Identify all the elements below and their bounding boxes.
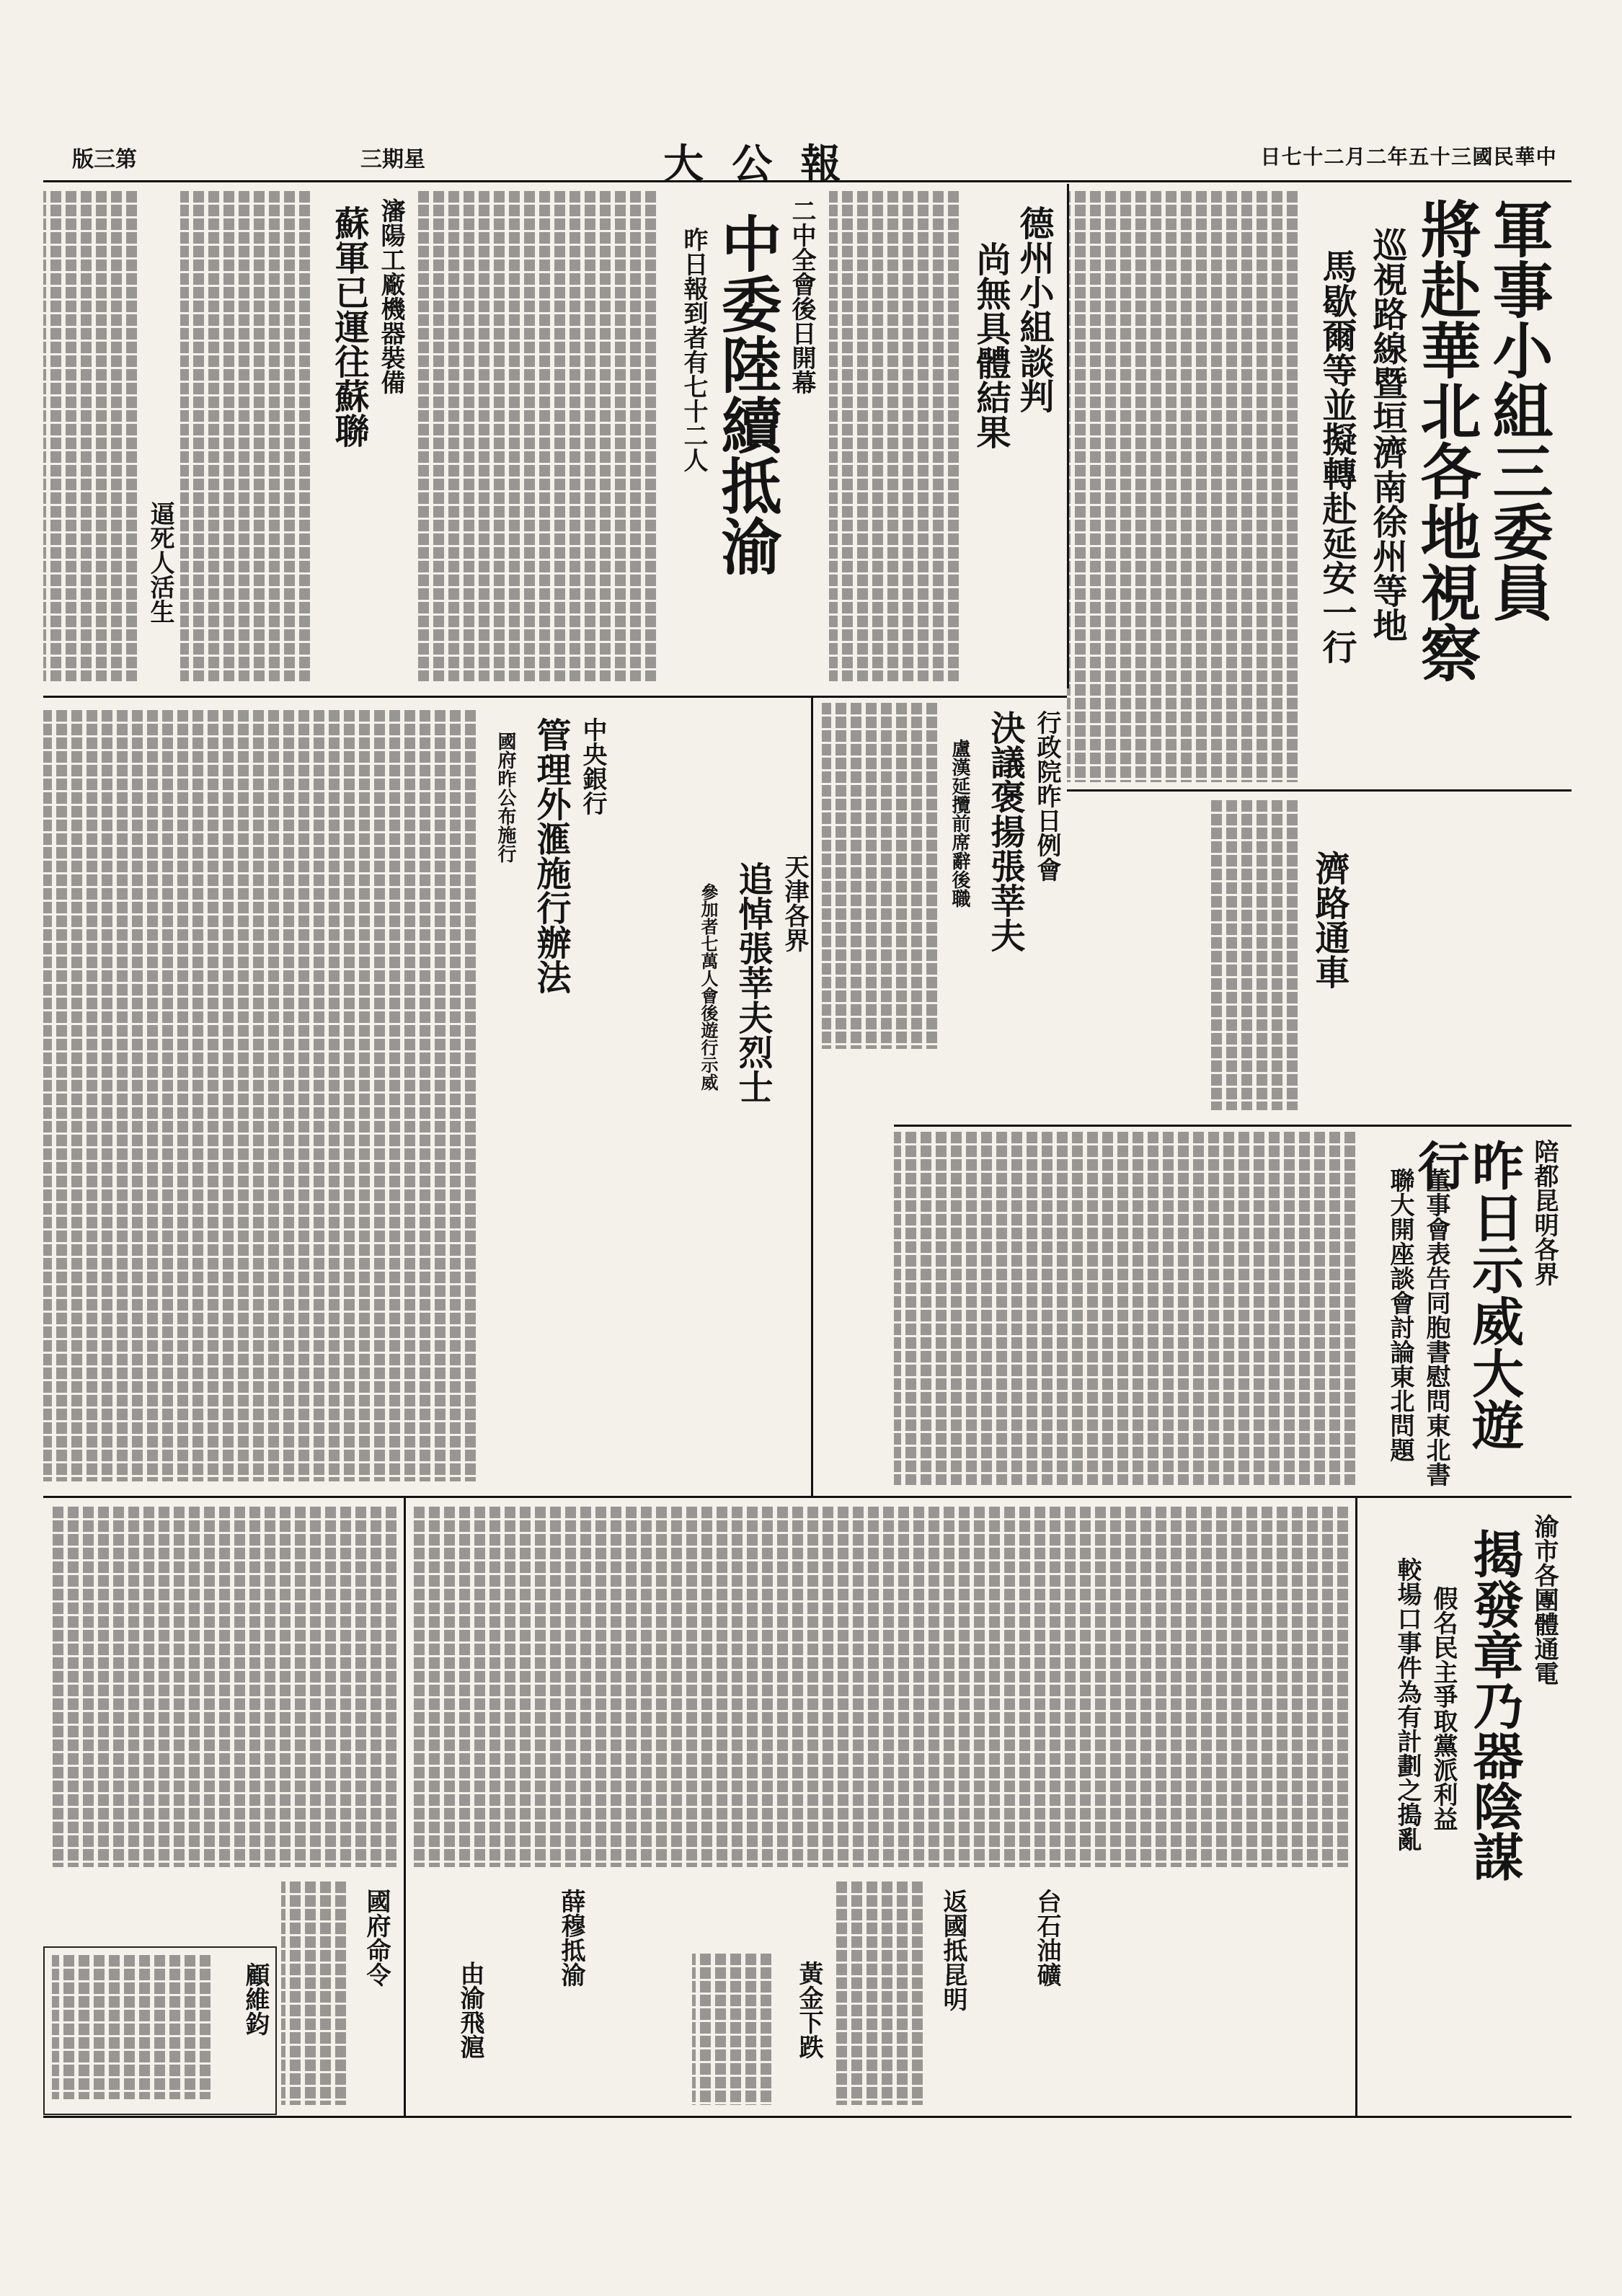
subhead: 巡視路線暨垣濟南徐州等地 [1367, 227, 1407, 642]
article-body [692, 1954, 771, 2105]
article-forced-death [43, 184, 180, 688]
headline: 追悼張莘夫烈士 [732, 861, 773, 1104]
article-dezhou [829, 184, 1060, 688]
kicker: 天津各界 [780, 854, 809, 952]
headline: 揭發章乃器陰謀 [1465, 1528, 1525, 1881]
subhead: 盧漢延攬前席辭後職 [949, 739, 970, 908]
article-govt-order [281, 1874, 396, 2112]
article-body [894, 1132, 1355, 1485]
article-body [43, 710, 476, 1481]
subhead: 聯大開座談會討論東北問題 [1386, 1168, 1414, 1462]
kicker: 渝市各團體通電 [1530, 1514, 1559, 1685]
headline: 瀋陽工廠機器裝備 [376, 198, 405, 394]
subhead: 尚無具體結果 [970, 241, 1011, 449]
headline: 蘇軍已運往蘇聯 [329, 205, 369, 448]
kicker: 行政院昨日例會 [1032, 710, 1061, 882]
headline: 中委陸續抵渝 [712, 213, 783, 576]
divider [43, 2116, 1572, 2118]
kicker: 二中全會後日開幕 [787, 198, 816, 394]
kicker: 陪都昆明各界 [1530, 1139, 1559, 1286]
article-military-group [1067, 184, 1572, 789]
article-body [418, 191, 656, 681]
article-return-visit [836, 1874, 973, 2112]
headline: 薛穆抵渝 [557, 1889, 585, 1987]
article-plenum [418, 184, 822, 688]
newspaper-name: 大公報 [663, 141, 869, 188]
headline: 返國抵昆明 [939, 1889, 967, 2011]
masthead [43, 137, 1572, 188]
subhead: 董事會表告同胞書慰問東北書 [1422, 1168, 1450, 1486]
headline: 台石油礦 [1032, 1889, 1061, 1987]
subhead: 較場口事件為有計劃之搗亂 [1393, 1557, 1422, 1851]
article-ji-railway [1211, 793, 1355, 1117]
headline: 決議褒揚張莘夫 [985, 710, 1025, 952]
article-chongqing [1355, 1499, 1572, 2112]
subhead: 馬歇爾等並擬轉赴延安一行 [1316, 249, 1357, 664]
headline: 德州小組談判 [1014, 205, 1054, 413]
headline: 由渝飛滬 [456, 1961, 484, 2059]
headline: 軍事小組三委員 [1483, 198, 1554, 622]
headline: 黃金下跌 [794, 1961, 823, 2059]
article-body [1211, 800, 1298, 1110]
headline: 管理外滙施行辦法 [531, 717, 571, 994]
divider [1067, 789, 1572, 792]
article-tianjin [634, 840, 815, 1229]
article-central-bank [43, 703, 620, 1489]
subhead: 昨日報到者有七十二人 [679, 227, 708, 472]
headline: 昨日示威大遊行 [1409, 1139, 1525, 1450]
subhead: 國府昨公布施行 [495, 732, 516, 863]
headline: 逼死人活生 [146, 501, 174, 624]
article-kunming [894, 1125, 1572, 1492]
headline: 顧維鈞 [241, 1962, 270, 2036]
article-flight [411, 1946, 490, 2112]
article-body [836, 1881, 923, 2105]
issue-date: 日七十二月二年五十三國民華中 [1260, 145, 1557, 169]
headline: 濟路通車 [1309, 851, 1350, 989]
weekday: 三期星 [360, 147, 425, 172]
headline: 將赴華北各地視察 [1411, 198, 1482, 683]
page-number: 版三第 [72, 147, 137, 172]
kicker: 中央銀行 [578, 717, 607, 815]
article-body [829, 191, 959, 681]
article-body [411, 1507, 1348, 1867]
headline: 國府命令 [362, 1889, 391, 1987]
article-body [50, 1507, 396, 1867]
article-gold [692, 1946, 829, 2112]
article-shenyang [180, 184, 418, 688]
divider [404, 1496, 406, 2116]
article-body [43, 191, 137, 681]
divider [43, 1496, 1572, 1498]
article-body [281, 1881, 346, 2105]
article-tai-shi-oil [980, 1874, 1067, 2112]
article-body [52, 1955, 210, 2099]
article-xue-mu [490, 1874, 591, 2112]
article-body [822, 703, 937, 1049]
article-exec-yuan [822, 696, 1067, 1056]
subhead: 參加者七萬人會後遊行示威 [698, 883, 719, 1091]
article-body [1067, 191, 1298, 782]
article-body [180, 191, 310, 681]
subhead: 假名民主爭取黨派利益 [1429, 1586, 1458, 1831]
notice-box [43, 1946, 277, 2115]
